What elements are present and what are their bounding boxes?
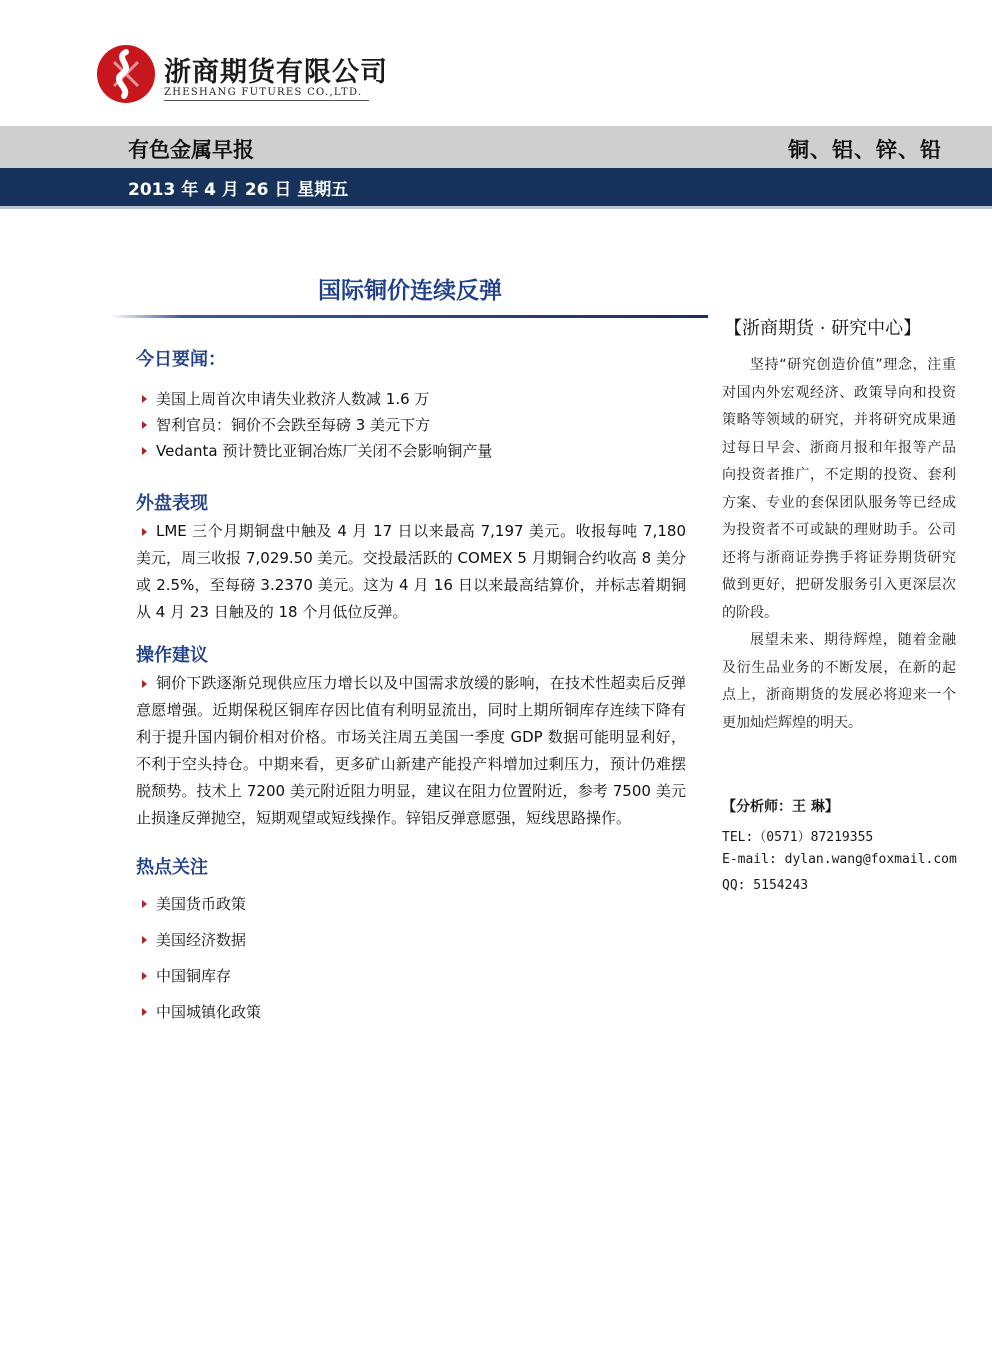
report-title: 国际铜价连续反弹: [318, 278, 502, 304]
overseas-paragraph: [136, 518, 686, 626]
hot-item-text: 美国货币政策: [156, 895, 247, 913]
company-logo-icon: [96, 44, 156, 104]
analyst-email: E-mail: dylan.wang@foxmail.com: [722, 852, 957, 867]
sidebar-intro: [722, 352, 956, 737]
hot-list: [136, 886, 686, 1030]
news-item-text: Vedanta 预计赞比亚铜冶炼厂关闭不会影响铜产量: [156, 442, 493, 460]
news-list: [136, 386, 686, 464]
title-divider: [110, 315, 708, 318]
metals-covered: 铜、铝、锌、铅: [788, 138, 942, 162]
news-item: [136, 386, 686, 412]
news-item-text: 智利官员：铜价不会跌至每磅 3 美元下方: [156, 416, 431, 434]
company-underline: [164, 100, 369, 101]
hot-item-text: 美国经济数据: [156, 931, 247, 949]
bullet-arrow-icon: [142, 936, 147, 944]
news-item: [136, 412, 686, 438]
hot-item: [136, 922, 686, 958]
advice-paragraph: [136, 670, 686, 832]
company-name-en: ZHESHANG FUTURES CO.,LTD.: [164, 87, 363, 98]
report-type-banner: [0, 126, 992, 168]
hot-item: [136, 886, 686, 922]
hot-item-text: 中国铜库存: [156, 967, 232, 985]
sidebar-paragraph: 坚持“研究创造价值”理念，注重对国内外宏观经济、政策导向和投资策略等领域的研究，并将研究成果通过每日早会、浙商月报和年报等产品向投资者推广，不定期的投资、套利方案、专业的套保团队服务等已经成为投资者不可或缺的理财助手。公司还将与浙商证券携手将证券期货研究做到更好，把研发服务引入更深层次的阶段。: [722, 357, 956, 621]
bullet-arrow-icon: [142, 680, 147, 688]
report-type: 有色金属早报: [128, 138, 254, 162]
company-name-cn: 浙商期货有限公司: [164, 57, 388, 88]
hot-item-text: 中国城镇化政策: [156, 1003, 262, 1021]
main-column: [136, 340, 686, 1030]
report-date: 2013 年 4 月 26 日 星期五: [128, 180, 349, 200]
news-heading: 今日要闻：: [136, 349, 226, 370]
bullet-arrow-icon: [142, 528, 147, 536]
hot-item: [136, 994, 686, 1030]
news-item-text: 美国上周首次申请失业救济人数减 1.6 万: [156, 390, 430, 408]
advice-text: 铜价下跌逐渐兑现供应压力增长以及中国需求放缓的影响，在技术性超卖后反弹意愿增强。近期保税区铜库存因比值有利明显流出，同时上期所铜库存连续下降有利于提升国内铜价相对价格。市场关注周五美国一季度 GDP 数据可能明显利好，不利于空头持仓。中期来看，更多矿山新建产能投产料增加过剩压力，预计仍难摆脱颓势。技术上 7200 美元附近阻力明显，建议在阻力位置附近，参考 7500 美元止损逢反弹抛空，短期观望或短线操作。锌铝反弹意愿强，短线思路操作。: [136, 674, 686, 827]
overseas-heading: 外盘表现: [136, 493, 208, 514]
analyst-name: 【分析师：王 琳】: [722, 799, 839, 815]
news-item: [136, 438, 686, 464]
analyst-phone: TEL:（0571）87219355: [722, 830, 874, 845]
banner-shadow: [0, 206, 992, 209]
bullet-arrow-icon: [142, 395, 147, 403]
analyst-qq: QQ: 5154243: [722, 878, 809, 893]
sidebar-heading: 【浙商期货 · 研究中心】: [724, 318, 922, 339]
bullet-arrow-icon: [142, 900, 147, 908]
overseas-text: LME 三个月期铜盘中触及 4 月 17 日以来最高 7,197 美元。收报每吨 7,180 美元，周三收报 7,029.50 美元。交投最活跃的 COMEX 5 月期铜合约收高 8 美分或 2.5%，至每磅 3.2370 美元。这为 4 月 16 日以来最高结算价，并标志着期铜从 4 月 23 日触及的 18 个月低位反弹。: [136, 522, 686, 621]
bullet-arrow-icon: [142, 421, 147, 429]
bullet-arrow-icon: [142, 447, 147, 455]
hot-heading: 热点关注: [136, 857, 208, 878]
hot-item: [136, 958, 686, 994]
bullet-arrow-icon: [142, 1008, 147, 1016]
advice-heading: 操作建议: [136, 645, 208, 666]
date-banner: [0, 168, 992, 206]
bullet-arrow-icon: [142, 972, 147, 980]
sidebar-paragraph: 展望未来、期待辉煌，随着金融及衍生品业务的不断发展，在新的起点上，浙商期货的发展必将迎来一个更加灿烂辉煌的明天。: [722, 632, 956, 731]
